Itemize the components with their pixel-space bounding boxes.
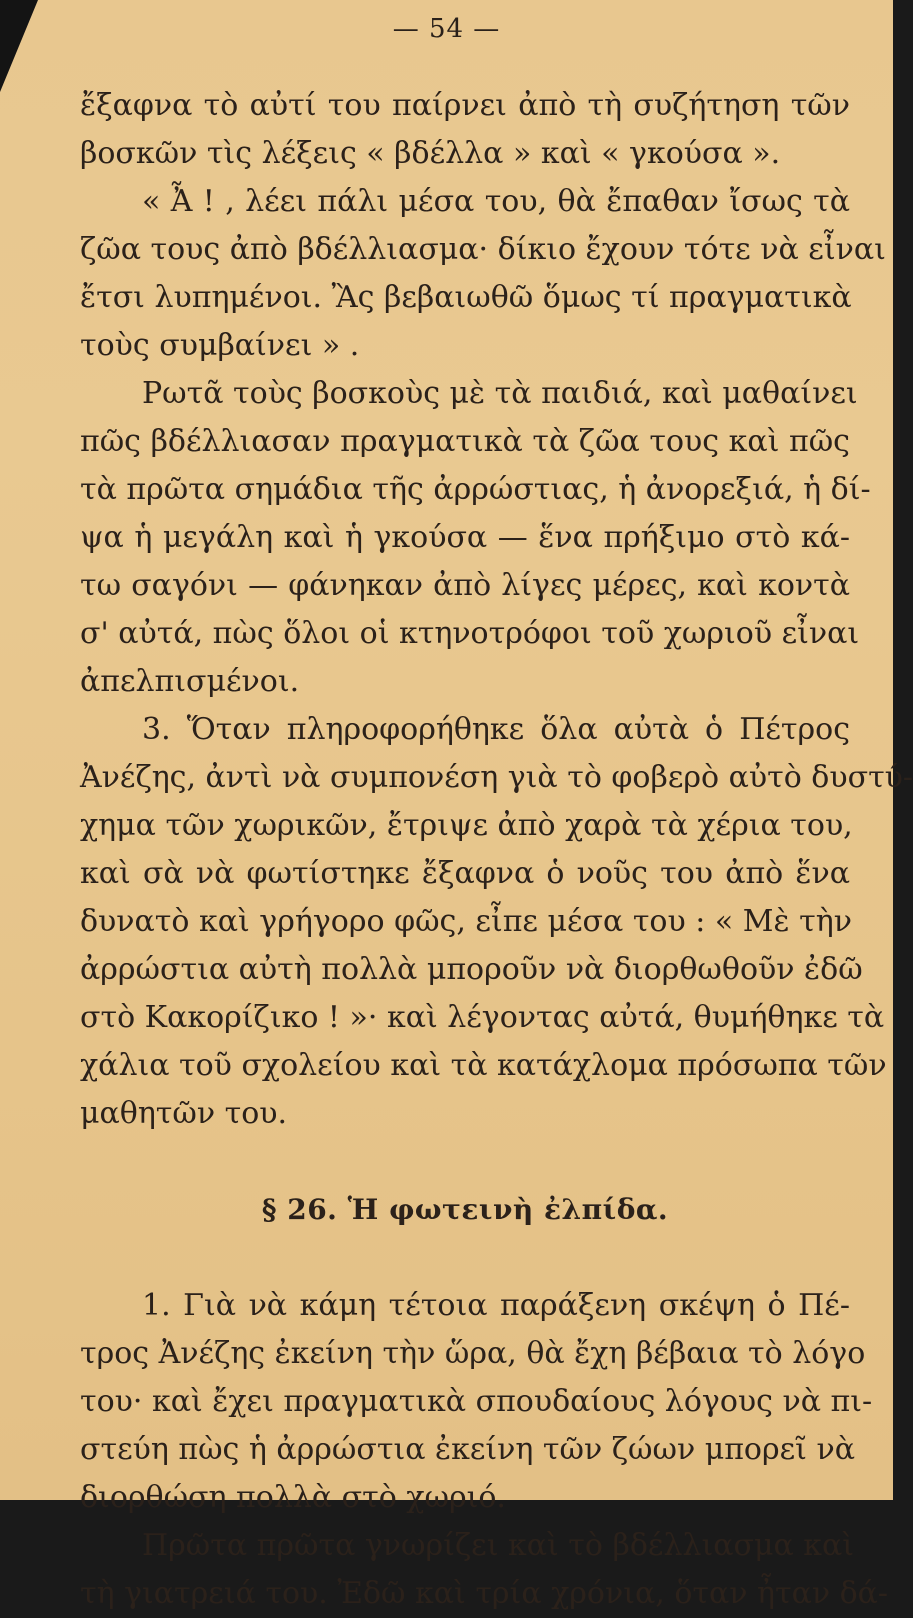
- page-number: — 54 —: [392, 14, 501, 44]
- text-line: μαθητῶν του.: [80, 1096, 288, 1131]
- text-line: βοσκῶν τὶς λέξεις « βδέλλα » καὶ « γκούσα ».: [80, 136, 781, 171]
- text-line: « Ἆ ! , λέει πάλι μέσα του, θὰ ἔπαθαν ἴσως τὰ: [142, 184, 850, 219]
- text-line: ἀπελπισμένοι.: [80, 664, 300, 699]
- text-line: Πρῶτα πρῶτα γνωρίζει καὶ τὸ βδέλλιασμα καὶ: [142, 1528, 855, 1563]
- scan-corner-shadow: [0, 0, 38, 92]
- text-line: σ' αὐτά, πὼς ὅλοι οἱ κτηνοτρόφοι τοῦ χωριοῦ εἶναι: [80, 616, 860, 651]
- text-line: τὴ γιατρειά του. Ἐδῶ καὶ τρία χρόνια, ὅταν ἦταν δά-: [80, 1576, 889, 1611]
- text-line: ζῶα τους ἀπὸ βδέλλιασμα· δίκιο ἔχουν τότε νὰ εἶναι: [80, 232, 886, 267]
- text-line: χάλια τοῦ σχολείου καὶ τὰ κατάχλομα πρόσωπα τῶν: [80, 1048, 887, 1083]
- text-line: στεύη πὼς ἡ ἀρρώστια ἐκείνη τῶν ζώων μπορεῖ νὰ: [80, 1432, 855, 1467]
- text-line: 1. Γιὰ νὰ κάμη τέτοια παράξενη σκέψη ὁ Πέ-: [142, 1288, 850, 1323]
- page-text: [80, 82, 913, 1618]
- section-spacer: [80, 1234, 850, 1282]
- text-line: πῶς βδέλλιασαν πραγματικὰ τὰ ζῶα τους καὶ πῶς: [80, 424, 850, 459]
- text-line: ἀρρώστια αὐτὴ πολλὰ μποροῦν νὰ διορθωθοῦν ἐδῶ: [80, 952, 863, 987]
- text-line: ψα ἡ μεγάλη καὶ ἡ γκούσα — ἕνα πρήξιμο στὸ κά-: [80, 520, 850, 555]
- text-line: ἔξαφνα τὸ αὐτί του παίρνει ἀπὸ τὴ συζήτηση τῶν: [80, 88, 850, 123]
- text-line: τω σαγόνι — φάνηκαν ἀπὸ λίγες μέρες, καὶ κοντὰ: [80, 568, 850, 603]
- text-line: 3. Ὅταν πληροφορήθηκε ὅλα αὐτὰ ὁ Πέτρος: [142, 712, 850, 747]
- section-heading: § 26. Ἡ φωτεινὴ ἐλπίδα.: [261, 1193, 669, 1226]
- text-line: καὶ σὰ νὰ φωτίστηκε ἔξαφνα ὁ νοῦς του ἀπὸ ἕνα: [80, 856, 850, 891]
- text-line: Ἀνέζης, ἀντὶ νὰ συμπονέση γιὰ τὸ φοβερὸ αὐτὸ δυστύ-: [80, 760, 913, 795]
- text-line: χημα τῶν χωρικῶν, ἔτριψε ἀπὸ χαρὰ τὰ χέρια του,: [80, 808, 853, 843]
- section-spacer: [80, 1138, 850, 1186]
- text-line: Ρωτᾶ τοὺς βοσκοὺς μὲ τὰ παιδιά, καὶ μαθαίνει: [142, 376, 858, 411]
- text-line: του· καὶ ἔχει πραγματικὰ σπουδαίους λόγους νὰ πι-: [80, 1384, 873, 1419]
- text-line: τρος Ἀνέζης ἐκείνη τὴν ὥρα, θὰ ἔχη βέβαια τὸ λόγο: [80, 1336, 866, 1371]
- text-line: δυνατὸ καὶ γρήγορο φῶς, εἶπε μέσα του : « Μὲ τὴν: [80, 904, 852, 939]
- text-line: διορθώση πολλὰ στὸ χωριό.: [80, 1480, 506, 1515]
- text-line: τὰ πρῶτα σημάδια τῆς ἀρρώστιας, ἡ ἀνορεξιά, ἡ δί-: [80, 472, 871, 507]
- text-line: τοὺς συμβαίνει » .: [80, 328, 360, 363]
- text-line: ἔτσι λυπημένοι. Ἂς βεβαιωθῶ ὅμως τί πραγματικὰ: [80, 280, 852, 315]
- text-line: στὸ Κακορίζικο ! »· καὶ λέγοντας αὐτά, θυμήθηκε τὰ: [80, 1000, 885, 1035]
